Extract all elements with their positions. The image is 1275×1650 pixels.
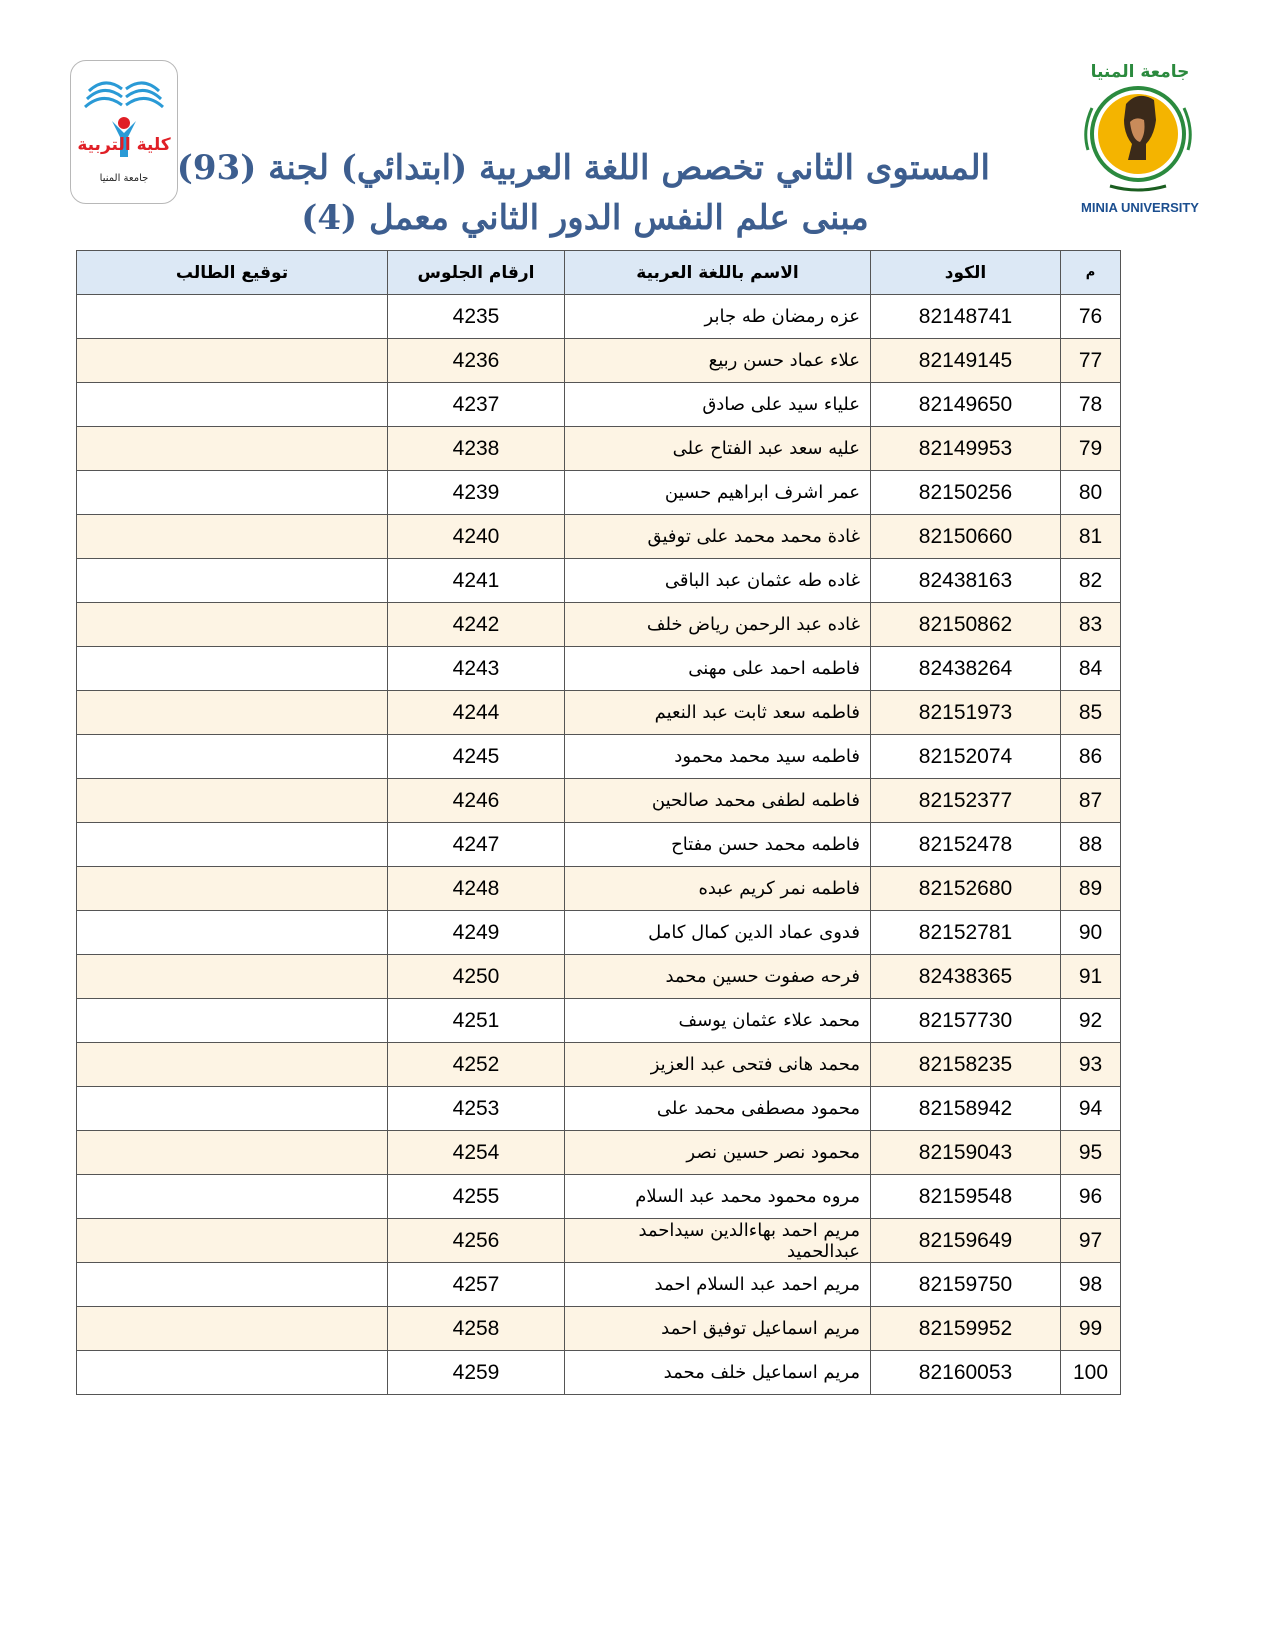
student-code: 82158235 bbox=[871, 1043, 1061, 1087]
signature-cell bbox=[77, 339, 388, 383]
column-header-name: الاسم باللغة العربية bbox=[565, 251, 871, 295]
page-subtitle: مبنى علم النفس الدور الثاني معمل (4) bbox=[301, 198, 869, 238]
seat-number: 4243 bbox=[388, 647, 565, 691]
row-number: 97 bbox=[1061, 1219, 1121, 1263]
student-name: مروه محمود محمد عبد السلام bbox=[565, 1175, 871, 1219]
table-header-row bbox=[77, 251, 1121, 295]
table-row bbox=[77, 911, 1121, 955]
signature-cell bbox=[77, 1263, 388, 1307]
signature-cell bbox=[77, 515, 388, 559]
row-number: 98 bbox=[1061, 1263, 1121, 1307]
signature-cell bbox=[77, 911, 388, 955]
student-name: علاء عماد حسن ربيع bbox=[565, 339, 871, 383]
signature-cell bbox=[77, 823, 388, 867]
university-logo bbox=[1070, 60, 1210, 220]
student-name: محمود نصر حسين نصر bbox=[565, 1131, 871, 1175]
column-header-seat: ارقام الجلوس bbox=[388, 251, 565, 295]
signature-cell bbox=[77, 1219, 388, 1263]
student-name: محمد علاء عثمان يوسف bbox=[565, 999, 871, 1043]
row-number: 79 bbox=[1061, 427, 1121, 471]
table-row bbox=[77, 603, 1121, 647]
student-code: 82150256 bbox=[871, 471, 1061, 515]
seat-number: 4247 bbox=[388, 823, 565, 867]
signature-cell bbox=[77, 1087, 388, 1131]
signature-cell bbox=[77, 471, 388, 515]
seat-number: 4236 bbox=[388, 339, 565, 383]
university-logo-arabic: جامعة المنيا bbox=[1090, 62, 1190, 82]
student-name: فاطمه لطفى محمد صالحين bbox=[565, 779, 871, 823]
signature-cell bbox=[77, 1043, 388, 1087]
student-name: غادة محمد محمد على توفيق bbox=[565, 515, 871, 559]
row-number: 89 bbox=[1061, 867, 1121, 911]
student-code: 82151973 bbox=[871, 691, 1061, 735]
student-name: غاده عبد الرحمن رياض خلف bbox=[565, 603, 871, 647]
signature-cell bbox=[77, 427, 388, 471]
table-row bbox=[77, 735, 1121, 779]
student-code: 82150862 bbox=[871, 603, 1061, 647]
column-header-code: الكود bbox=[871, 251, 1061, 295]
student-name: عليه سعد عبد الفتاح على bbox=[565, 427, 871, 471]
row-number: 76 bbox=[1061, 295, 1121, 339]
row-number: 86 bbox=[1061, 735, 1121, 779]
row-number: 92 bbox=[1061, 999, 1121, 1043]
seat-number: 4257 bbox=[388, 1263, 565, 1307]
table-row bbox=[77, 1263, 1121, 1307]
student-name: فاطمه سعد ثابت عبد النعيم bbox=[565, 691, 871, 735]
signature-cell bbox=[77, 691, 388, 735]
student-code: 82152377 bbox=[871, 779, 1061, 823]
student-code: 82157730 bbox=[871, 999, 1061, 1043]
signature-cell bbox=[77, 295, 388, 339]
student-code: 82158942 bbox=[871, 1087, 1061, 1131]
row-number: 90 bbox=[1061, 911, 1121, 955]
faculty-logo-text: كلية التربية bbox=[77, 135, 171, 155]
row-number: 96 bbox=[1061, 1175, 1121, 1219]
table-row bbox=[77, 647, 1121, 691]
row-number: 100 bbox=[1061, 1351, 1121, 1395]
row-number: 82 bbox=[1061, 559, 1121, 603]
student-code: 82149145 bbox=[871, 339, 1061, 383]
row-number: 99 bbox=[1061, 1307, 1121, 1351]
signature-cell bbox=[77, 999, 388, 1043]
table-body bbox=[77, 295, 1121, 1395]
student-code: 82159952 bbox=[871, 1307, 1061, 1351]
student-name: فاطمه سيد محمد محمود bbox=[565, 735, 871, 779]
seat-number: 4251 bbox=[388, 999, 565, 1043]
seat-number: 4239 bbox=[388, 471, 565, 515]
student-code: 82159649 bbox=[871, 1219, 1061, 1263]
signature-cell bbox=[77, 735, 388, 779]
table-row bbox=[77, 867, 1121, 911]
student-code: 82148741 bbox=[871, 295, 1061, 339]
student-code: 82152074 bbox=[871, 735, 1061, 779]
seat-number: 4244 bbox=[388, 691, 565, 735]
seat-number: 4237 bbox=[388, 383, 565, 427]
student-name: فاطمه محمد حسن مفتاح bbox=[565, 823, 871, 867]
student-name: غاده طه عثمان عبد الباقى bbox=[565, 559, 871, 603]
row-number: 84 bbox=[1061, 647, 1121, 691]
table-row bbox=[77, 823, 1121, 867]
seat-number: 4254 bbox=[388, 1131, 565, 1175]
table-row bbox=[77, 559, 1121, 603]
student-name: فدوى عماد الدين كمال كامل bbox=[565, 911, 871, 955]
nefertiti-emblem-icon bbox=[1070, 60, 1210, 220]
student-code: 82152680 bbox=[871, 867, 1061, 911]
table-row bbox=[77, 1351, 1121, 1395]
student-name: فاطمه احمد على مهنى bbox=[565, 647, 871, 691]
table-row bbox=[77, 691, 1121, 735]
student-name: فرحه صفوت حسين محمد bbox=[565, 955, 871, 999]
student-name: عزه رمضان طه جابر bbox=[565, 295, 871, 339]
student-name: عمر اشرف ابراهيم حسين bbox=[565, 471, 871, 515]
row-number: 81 bbox=[1061, 515, 1121, 559]
signature-cell bbox=[77, 559, 388, 603]
seat-number: 4249 bbox=[388, 911, 565, 955]
seat-number: 4246 bbox=[388, 779, 565, 823]
student-code: 82160053 bbox=[871, 1351, 1061, 1395]
student-name: مريم احمد بهاءالدين سيداحمد عبدالحميد bbox=[565, 1219, 871, 1263]
row-number: 91 bbox=[1061, 955, 1121, 999]
signature-cell bbox=[77, 1307, 388, 1351]
student-code: 82159750 bbox=[871, 1263, 1061, 1307]
column-header-signature: توقيع الطالب bbox=[77, 251, 388, 295]
student-name: علياء سيد على صادق bbox=[565, 383, 871, 427]
table-row bbox=[77, 1175, 1121, 1219]
seat-number: 4252 bbox=[388, 1043, 565, 1087]
signature-cell bbox=[77, 1351, 388, 1395]
seat-number: 4258 bbox=[388, 1307, 565, 1351]
table-row bbox=[77, 339, 1121, 383]
seat-number: 4255 bbox=[388, 1175, 565, 1219]
table-row bbox=[77, 1219, 1121, 1263]
row-number: 88 bbox=[1061, 823, 1121, 867]
row-number: 87 bbox=[1061, 779, 1121, 823]
seat-number: 4259 bbox=[388, 1351, 565, 1395]
student-name: فاطمه نمر كريم عبده bbox=[565, 867, 871, 911]
student-code: 82159548 bbox=[871, 1175, 1061, 1219]
signature-cell bbox=[77, 955, 388, 999]
seat-number: 4250 bbox=[388, 955, 565, 999]
table-row bbox=[77, 383, 1121, 427]
signature-cell bbox=[77, 603, 388, 647]
student-code: 82152478 bbox=[871, 823, 1061, 867]
student-name: محمود مصطفى محمد على bbox=[565, 1087, 871, 1131]
signature-cell bbox=[77, 647, 388, 691]
row-number: 94 bbox=[1061, 1087, 1121, 1131]
seat-number: 4242 bbox=[388, 603, 565, 647]
table-row bbox=[77, 1307, 1121, 1351]
signature-cell bbox=[77, 867, 388, 911]
signature-cell bbox=[77, 779, 388, 823]
seat-number: 4235 bbox=[388, 295, 565, 339]
table-row bbox=[77, 1043, 1121, 1087]
student-code: 82438365 bbox=[871, 955, 1061, 999]
student-roster-table bbox=[76, 250, 1121, 1395]
student-name: محمد هانى فتحى عبد العزيز bbox=[565, 1043, 871, 1087]
seat-number: 4248 bbox=[388, 867, 565, 911]
page-title: المستوى الثاني تخصص اللغة العربية (ابتدائي) لجنة (93) bbox=[176, 148, 990, 188]
table-row bbox=[77, 1087, 1121, 1131]
university-logo-english: MINIA UNIVERSITY bbox=[1081, 200, 1199, 215]
table-row bbox=[77, 427, 1121, 471]
signature-cell bbox=[77, 1131, 388, 1175]
student-name: مريم اسماعيل توفيق احمد bbox=[565, 1307, 871, 1351]
seat-number: 4240 bbox=[388, 515, 565, 559]
student-name: مريم احمد عبد السلام احمد bbox=[565, 1263, 871, 1307]
table-row bbox=[77, 295, 1121, 339]
student-code: 82149650 bbox=[871, 383, 1061, 427]
row-number: 95 bbox=[1061, 1131, 1121, 1175]
row-number: 83 bbox=[1061, 603, 1121, 647]
student-name: مريم اسماعيل خلف محمد bbox=[565, 1351, 871, 1395]
faculty-logo bbox=[70, 60, 178, 204]
signature-cell bbox=[77, 1175, 388, 1219]
seat-number: 4245 bbox=[388, 735, 565, 779]
table-row bbox=[77, 955, 1121, 999]
row-number: 78 bbox=[1061, 383, 1121, 427]
faculty-logo-subtext: جامعة المنيا bbox=[99, 173, 149, 184]
seat-number: 4241 bbox=[388, 559, 565, 603]
student-code: 82149953 bbox=[871, 427, 1061, 471]
student-code: 82150660 bbox=[871, 515, 1061, 559]
table-row bbox=[77, 471, 1121, 515]
row-number: 80 bbox=[1061, 471, 1121, 515]
student-code: 82438163 bbox=[871, 559, 1061, 603]
seat-number: 4238 bbox=[388, 427, 565, 471]
student-code: 82159043 bbox=[871, 1131, 1061, 1175]
student-code: 82152781 bbox=[871, 911, 1061, 955]
table-row bbox=[77, 779, 1121, 823]
table-row bbox=[77, 515, 1121, 559]
table-row bbox=[77, 999, 1121, 1043]
row-number: 85 bbox=[1061, 691, 1121, 735]
signature-cell bbox=[77, 383, 388, 427]
table-row bbox=[77, 1131, 1121, 1175]
row-number: 77 bbox=[1061, 339, 1121, 383]
column-header-number: م bbox=[1061, 251, 1121, 295]
seat-number: 4253 bbox=[388, 1087, 565, 1131]
row-number: 93 bbox=[1061, 1043, 1121, 1087]
seat-number: 4256 bbox=[388, 1219, 565, 1263]
student-code: 82438264 bbox=[871, 647, 1061, 691]
